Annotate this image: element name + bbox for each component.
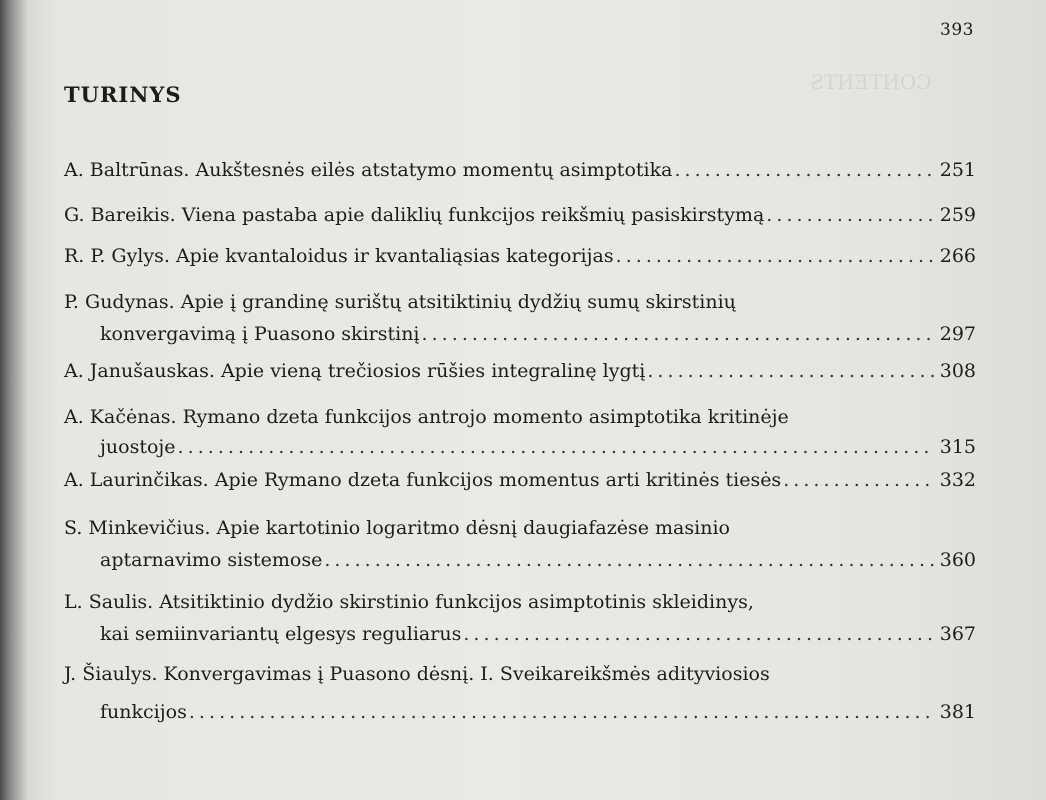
toc-entry — [64, 590, 976, 646]
toc-entry-title: A. Janušauskas. Apie vieną trečiosios rūšies integralinę lygtį — [64, 360, 646, 382]
toc-entry-title-continued: aptarnavimo sistemose — [100, 549, 323, 571]
toc-entry-page: 266 — [939, 245, 976, 267]
toc-entry-title: A. Baltrūnas. Aukštesnės eilės atstatymo momentų asimptotika — [64, 159, 673, 181]
toc-entry-page: 332 — [939, 469, 976, 491]
toc-entry-title: L. Saulis. Atsitiktinio dydžio skirstinio funkcijos asimptotinis skleidinys, — [64, 591, 754, 613]
toc-entry-page: 315 — [939, 436, 976, 458]
dot-leader — [422, 322, 934, 346]
dot-leader — [463, 622, 934, 646]
toc-entry — [64, 662, 976, 724]
toc-entry-page: 367 — [939, 623, 976, 645]
toc-entry-title: R. P. Gylys. Apie kvantaloidus ir kvantaliąsias kategorijas — [64, 245, 614, 267]
toc-entry-title-continued: funkcijos — [100, 701, 187, 723]
toc-entry-title: A. Kačėnas. Rymano dzeta funkcijos antrojo momento asimptotika kritinėje — [64, 406, 789, 428]
toc-entry-title-continued: konvergavimą į Puasono skirstinį — [100, 323, 420, 345]
toc-entry-title: J. Šiaulys. Konvergavimas į Puasono dėsnį. I. Sveikareikšmės adityviosios — [64, 663, 770, 685]
toc-entry-page: 381 — [939, 701, 976, 723]
toc-entry-page: 360 — [939, 549, 976, 571]
toc-entry — [64, 203, 976, 227]
dot-leader — [178, 435, 934, 459]
dot-leader — [189, 700, 934, 724]
toc-entry — [64, 359, 976, 383]
toc-entry — [64, 405, 976, 459]
dot-leader — [766, 203, 934, 227]
toc-entry-page: 251 — [939, 159, 976, 181]
toc-entry-title: A. Laurinčikas. Apie Rymano dzeta funkcijos momentus arti kritinės tiesės — [64, 469, 782, 491]
toc-entry-page: 297 — [939, 323, 976, 345]
toc-entry-title: P. Gudynas. Apie į grandinę surištų atsitiktinių dydžių sumų skirstinių — [64, 291, 736, 313]
toc-entry — [64, 468, 976, 492]
toc-entry — [64, 244, 976, 268]
toc-entry — [64, 516, 976, 572]
dot-leader — [324, 548, 934, 572]
toc-entry-title-continued: juostoje — [100, 436, 176, 458]
toc-entry — [64, 158, 976, 182]
dot-leader — [616, 244, 934, 268]
page-number: 393 — [940, 20, 974, 40]
toc-entry-page: 259 — [939, 204, 976, 226]
toc-entry-title: S. Minkevičius. Apie kartotinio logaritmo dėsnį daugiafazėse masinio — [64, 517, 730, 539]
toc-entry-page: 308 — [939, 360, 976, 382]
toc-entry — [64, 290, 976, 346]
page-title: TURINYS — [64, 82, 182, 107]
dot-leader — [647, 359, 934, 383]
bleed-through-text: ƧTИƎTИOƆ — [810, 70, 932, 94]
dot-leader — [674, 158, 934, 182]
dot-leader — [783, 468, 934, 492]
toc-entry-title-continued: kai semiinvariantų elgesys reguliarus — [100, 623, 462, 645]
toc-entry-title: G. Bareikis. Viena pastaba apie daliklių funkcijos reikšmių pasiskirstymą — [64, 204, 765, 226]
